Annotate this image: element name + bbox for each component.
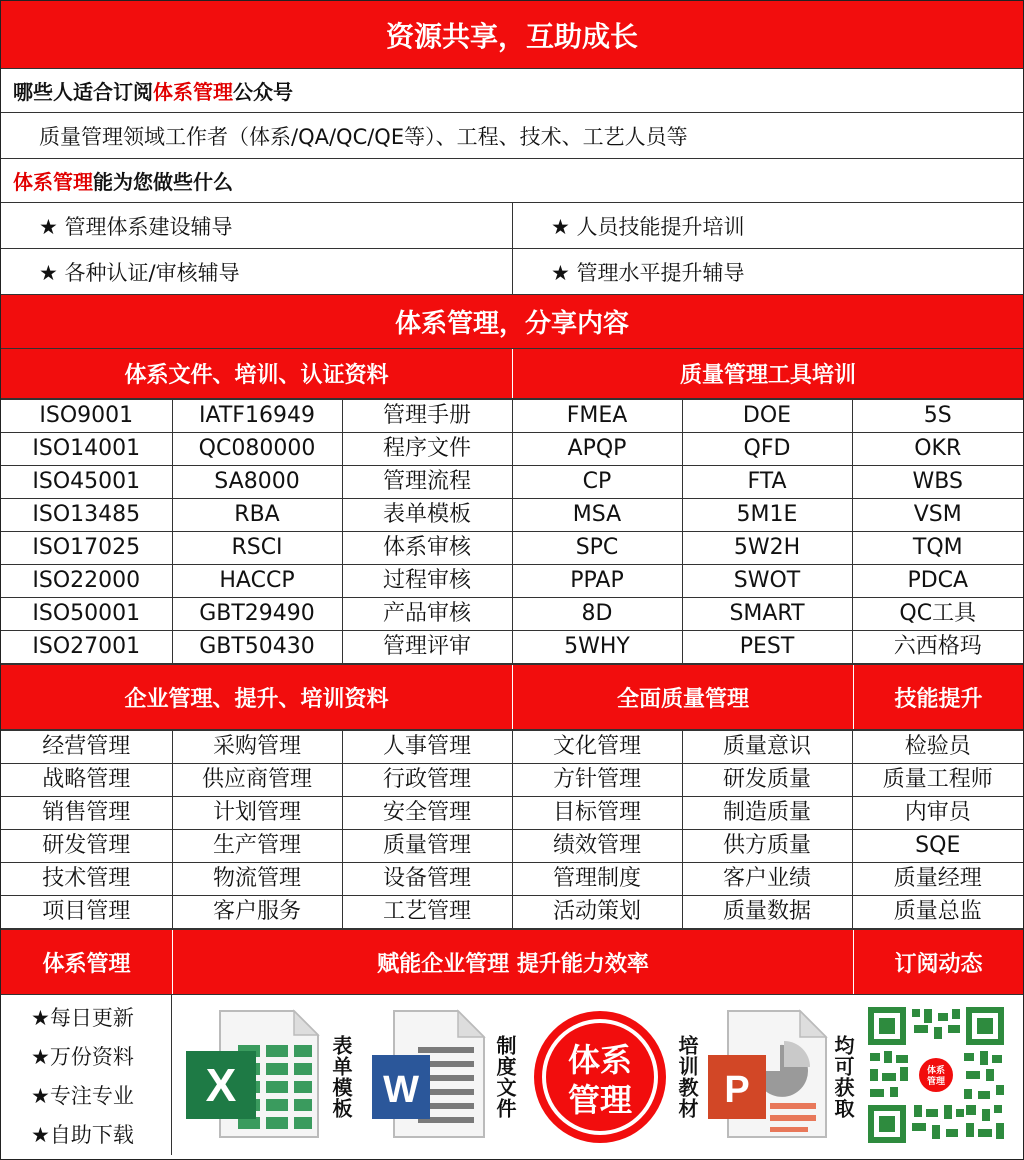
table-cell: ISO17025 [1,532,172,565]
table-cell: 活动策划 [512,896,682,929]
table-cell: 方针管理 [512,764,682,797]
table-cell: 管理手册 [342,400,512,433]
table-cell: RSCI [172,532,342,565]
table-cell: ISO27001 [1,631,172,664]
table-cell: APQP [512,433,682,466]
table-cell: ISO14001 [1,433,172,466]
table-cell: 5M1E [682,499,852,532]
table-cell: 经营管理 [1,731,172,764]
word-icon [370,1007,490,1142]
table-cell: 质量管理 [342,830,512,863]
mgmt-head-2: 全面质量管理 [512,665,853,729]
table-cell: 研发质量 [682,764,852,797]
table-row [1,863,1023,896]
table-cell: 质量数据 [682,896,852,929]
table-cell: 制造质量 [682,797,852,830]
table-cell: 质量总监 [852,896,1023,929]
audience-answer: 质量管理领域工作者（体系/QA/QC/QE等）、工程、技术、工艺人员等 [1,113,1023,159]
logo-line1: 体系 [567,1041,633,1079]
share-right-head: 质量管理工具培训 [512,349,1023,398]
table-cell: QC工具 [852,598,1023,631]
services-question-brand: 体系管理 [13,170,93,194]
table-cell: TQM [852,532,1023,565]
table-cell: HACCP [172,565,342,598]
table-cell: 5WHY [512,631,682,664]
table-cell: PPAP [512,565,682,598]
table-cell: SWOT [682,565,852,598]
table-row [1,532,1023,565]
services-question [1,159,1023,203]
share-table [1,399,1023,664]
services-row [1,203,1023,249]
table-row [1,830,1023,863]
table-row [1,764,1023,797]
table-cell: GBT50430 [172,631,342,664]
table-cell: 管理流程 [342,466,512,499]
table-cell: 产品审核 [342,598,512,631]
table-cell: 质量经理 [852,863,1023,896]
feature-item: ★每日更新 [31,1006,134,1030]
table-cell: MSA [512,499,682,532]
table-cell: FTA [682,466,852,499]
table-cell: QC080000 [172,433,342,466]
mgmt-head-1: 企业管理、提升、培训资料 [124,686,389,712]
service-item: ★ 管理水平提升辅导 [512,249,1023,294]
mgmt-table [1,730,1023,929]
qr-logo-line2: 管理 [926,1077,946,1087]
footer [1,995,1023,1155]
table-row [1,400,1023,433]
table-cell: 工艺管理 [342,896,512,929]
table-cell: VSM [852,499,1023,532]
table-row [1,896,1023,929]
table-cell: 战略管理 [1,764,172,797]
table-row [1,631,1023,664]
table-cell: 质量意识 [682,731,852,764]
table-row [1,598,1023,631]
table-cell: OKR [852,433,1023,466]
share-table-body [1,400,1023,664]
table-cell: 人事管理 [342,731,512,764]
table-cell: PDCA [852,565,1023,598]
audience-question-brand: 体系管理 [153,80,233,104]
table-cell: SA8000 [172,466,342,499]
table-cell: ISO13485 [1,499,172,532]
mgmt-table-body [1,731,1023,929]
service-item: ★ 各种认证/审核辅导 [39,260,240,285]
table-cell: 目标管理 [512,797,682,830]
footer-slogan: 赋能企业管理 提升能力效率 [172,930,853,994]
table-row [1,565,1023,598]
table-cell: 采购管理 [172,731,342,764]
table-cell: 安全管理 [342,797,512,830]
table-cell: 内审员 [852,797,1023,830]
table-cell: 客户服务 [172,896,342,929]
table-cell: 体系审核 [342,532,512,565]
table-cell: PEST [682,631,852,664]
word-letter: W [383,1069,419,1111]
table-cell: 管理制度 [512,863,682,896]
table-cell: 程序文件 [342,433,512,466]
table-cell: 销售管理 [1,797,172,830]
table-cell: 供方质量 [682,830,852,863]
table-cell: QFD [682,433,852,466]
table-cell: WBS [852,466,1023,499]
ppt-letter: P [724,1069,750,1111]
table-cell: ISO45001 [1,466,172,499]
table-cell: 行政管理 [342,764,512,797]
table-cell: 项目管理 [1,896,172,929]
logo-line2: 管理 [567,1081,633,1119]
table-row [1,433,1023,466]
feature-list [1,995,172,1155]
table-cell: 客户业绩 [682,863,852,896]
service-item: ★ 管理体系建设辅导 [39,214,233,239]
promo-banner [172,995,1023,1155]
services-row [1,249,1023,295]
table-cell: 质量工程师 [852,764,1023,797]
table-cell: 设备管理 [342,863,512,896]
audience-question-prefix: 哪些人适合订阅 [13,80,153,104]
table-cell: 5S [852,400,1023,433]
feature-item: ★专注专业 [31,1084,134,1108]
table-row [1,731,1023,764]
table-cell: 六西格玛 [852,631,1023,664]
table-cell: ISO9001 [1,400,172,433]
table-cell: 供应商管理 [172,764,342,797]
table-cell: IATF16949 [172,400,342,433]
table-cell: ISO50001 [1,598,172,631]
table-cell: 文化管理 [512,731,682,764]
table-cell: SQE [852,830,1023,863]
table-cell: 8D [512,598,682,631]
table-cell: 表单模板 [342,499,512,532]
label-docs: 制度文件 [493,1035,517,1119]
table-cell: FMEA [512,400,682,433]
table-row [1,797,1023,830]
table-cell: 检验员 [852,731,1023,764]
excel-letter: X [205,1059,237,1111]
services-question-suffix: 能为您做些什么 [93,170,233,194]
qr-code-icon[interactable] [866,1005,1006,1145]
label-training: 培训教材 [675,1035,699,1119]
table-cell: 绩效管理 [512,830,682,863]
share-title: 体系管理，分享内容 [1,295,1023,349]
audience-question [1,69,1023,113]
table-cell: 计划管理 [172,797,342,830]
table-cell: 过程审核 [342,565,512,598]
label-forms: 表单模板 [329,1035,353,1119]
feature-item: ★自助下载 [31,1123,134,1147]
table-cell: 生产管理 [172,830,342,863]
qr-logo-line1: 体系 [926,1066,946,1076]
header-title: 资源共享，互助成长 [1,1,1023,69]
feature-item: ★万份资料 [31,1045,134,1069]
table-cell: RBA [172,499,342,532]
table-cell: 技术管理 [1,863,172,896]
table-cell: DOE [682,400,852,433]
table-cell: SMART [682,598,852,631]
brand-logo-icon [530,1007,670,1147]
mgmt-subheads [1,664,1023,730]
share-left-head: 体系文件、培训、认证资料 [124,363,389,388]
table-cell: GBT29490 [172,598,342,631]
footer-brand: 体系管理 [42,951,131,977]
excel-icon [182,1007,322,1142]
table-cell: 管理评审 [342,631,512,664]
mgmt-head-3: 技能提升 [853,665,1023,729]
footer-subscribe: 订阅动态 [853,930,1023,994]
table-cell: SPC [512,532,682,565]
share-subheads [1,349,1023,399]
label-get: 均可获取 [831,1035,855,1119]
table-cell: ISO22000 [1,565,172,598]
table-cell: 研发管理 [1,830,172,863]
audience-question-suffix: 公众号 [233,80,293,104]
table-cell: 物流管理 [172,863,342,896]
service-item: ★ 人员技能提升培训 [512,203,1023,248]
table-cell: CP [512,466,682,499]
table-row [1,466,1023,499]
footer-head [1,929,1023,995]
ppt-icon [706,1007,831,1142]
table-cell: 5W2H [682,532,852,565]
table-row [1,499,1023,532]
